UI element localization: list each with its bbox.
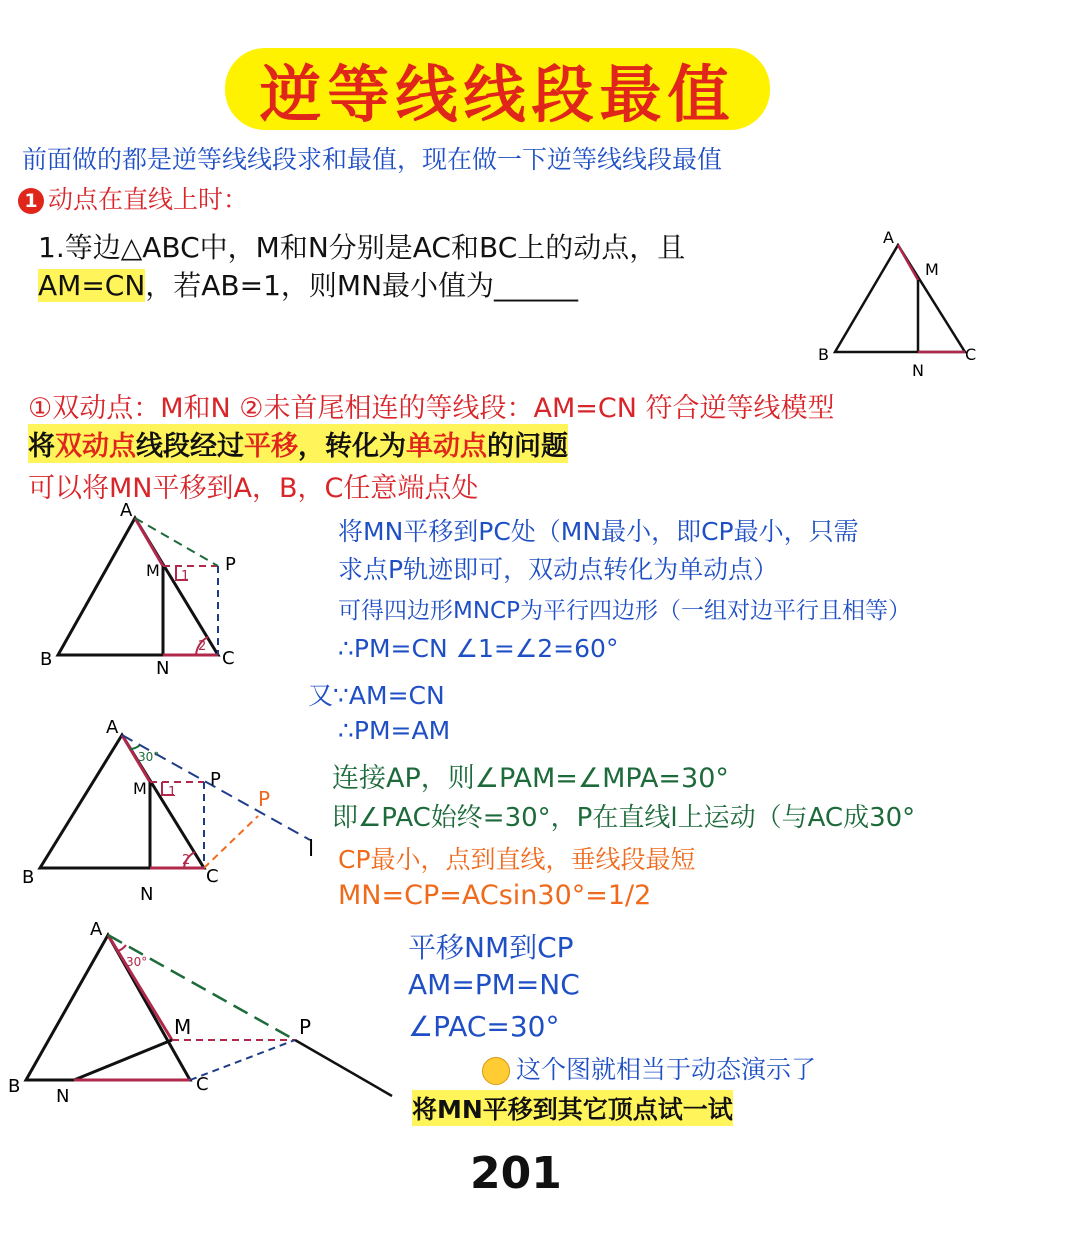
section-label: 动点在直线上时：	[48, 185, 249, 214]
step1-line-5: 又∵AM=CN	[308, 681, 445, 710]
step3-line-2: AM=PM=NC	[408, 968, 580, 1001]
page-title: 逆等线线段最值	[259, 57, 736, 131]
vertex-label-a: A	[120, 500, 133, 521]
angle-2-label: 2	[182, 853, 191, 868]
analysis-keyword: 单动点	[406, 431, 487, 462]
point-label-m: M	[925, 260, 939, 279]
step2-line-1: 连接AP，则∠PAM=∠MPA=30°	[332, 763, 729, 794]
point-label-p: P	[299, 1015, 312, 1039]
angle-2-label: 2	[198, 639, 207, 654]
vertex-label-b: B	[22, 867, 35, 888]
section-number-badge: 1	[18, 188, 44, 214]
analysis-keyword: 双动点	[55, 431, 136, 462]
analysis-text: 线段经过	[136, 431, 244, 462]
question-line-1: 1.等边△ABC中，M和N分别是AC和BC上的动点，且	[38, 231, 686, 264]
vertex-label-b: B	[8, 1076, 21, 1097]
point-label-n: N	[912, 361, 924, 380]
figure-top-triangle	[818, 228, 976, 380]
vertex-label-a: A	[90, 919, 103, 940]
vertex-label-a: A	[106, 717, 119, 738]
question-condition-highlight: AM=CN	[38, 269, 146, 302]
vertex-label-c: C	[222, 648, 235, 669]
step3-line-5: 将MN平移到其它顶点试一试	[412, 1090, 733, 1126]
angle-1-label: 1	[181, 569, 190, 584]
analysis-line-1: ①双动点：M和N ②未首尾相连的等线段：AM=CN 符合逆等线模型	[28, 393, 835, 424]
step1-line-2: 求点P轨迹即可，双动点转化为单动点）	[338, 555, 779, 584]
point-label-n: N	[56, 1086, 70, 1107]
vertex-label-c: C	[196, 1074, 209, 1095]
question-line-2-rest: ，若AB=1，则MN最小值为______	[145, 269, 579, 302]
vertex-label-a: A	[883, 228, 894, 247]
step1-line-6: ∴PM=AM	[338, 716, 451, 745]
point-label-n: N	[140, 884, 154, 905]
step2-line-3: CP最小，点到直线，垂线段最短	[338, 845, 696, 874]
point-label-p-moving: P	[258, 787, 271, 811]
point-label-m: M	[133, 779, 147, 798]
step1-line-1: 将MN平移到PC处（MN最小，即CP最小，只需	[338, 517, 859, 546]
point-label-p: P	[225, 554, 236, 575]
analysis-line-3: 可以将MN平移到A，B，C任意端点处	[28, 473, 479, 504]
intro-text: 前面做的都是逆等线线段求和最值，现在做一下逆等线线段最值	[22, 145, 723, 174]
figure-1-translation	[40, 500, 236, 679]
step1-line-4: ∴PM=CN ∠1=∠2=60°	[338, 634, 619, 663]
step2-line-4: MN=CP=ACsin30°=1/2	[338, 880, 652, 911]
analysis-text: 将	[28, 431, 55, 462]
point-label-p: P	[210, 769, 221, 790]
vertex-label-c: C	[965, 345, 977, 364]
figure-2-locus-line	[22, 717, 314, 905]
point-label-m: M	[174, 1015, 192, 1039]
figure-3-general	[8, 919, 392, 1107]
step2-line-2: 即∠PAC始终=30°，P在直线l上运动（与AC成30°	[332, 803, 916, 833]
point-label-m: M	[146, 561, 160, 580]
vertex-label-b: B	[40, 649, 53, 670]
analysis-text: ，转化为	[298, 431, 406, 462]
line-label-l: l	[308, 837, 315, 862]
vertex-label-b: B	[818, 345, 829, 364]
step1-line-3: 可得四边形MNCP为平行四边形（一组对边平行且相等）	[338, 598, 911, 624]
angle-1-label: 1	[168, 785, 177, 800]
vertex-label-c: C	[206, 866, 219, 887]
page-number: 201	[470, 1148, 562, 1199]
step3-line-1: 平移NM到CP	[408, 931, 574, 964]
step3-line-3: ∠PAC=30°	[408, 1010, 560, 1043]
analysis-keyword: 平移	[244, 431, 298, 462]
angle-30-label: 30°	[126, 955, 148, 969]
angle-30-label: 30°	[138, 750, 160, 764]
step3-line-4-text: 这个图就相当于动态演示了	[516, 1055, 817, 1084]
analysis-text: 的问题	[487, 431, 568, 462]
point-label-n: N	[156, 658, 170, 679]
